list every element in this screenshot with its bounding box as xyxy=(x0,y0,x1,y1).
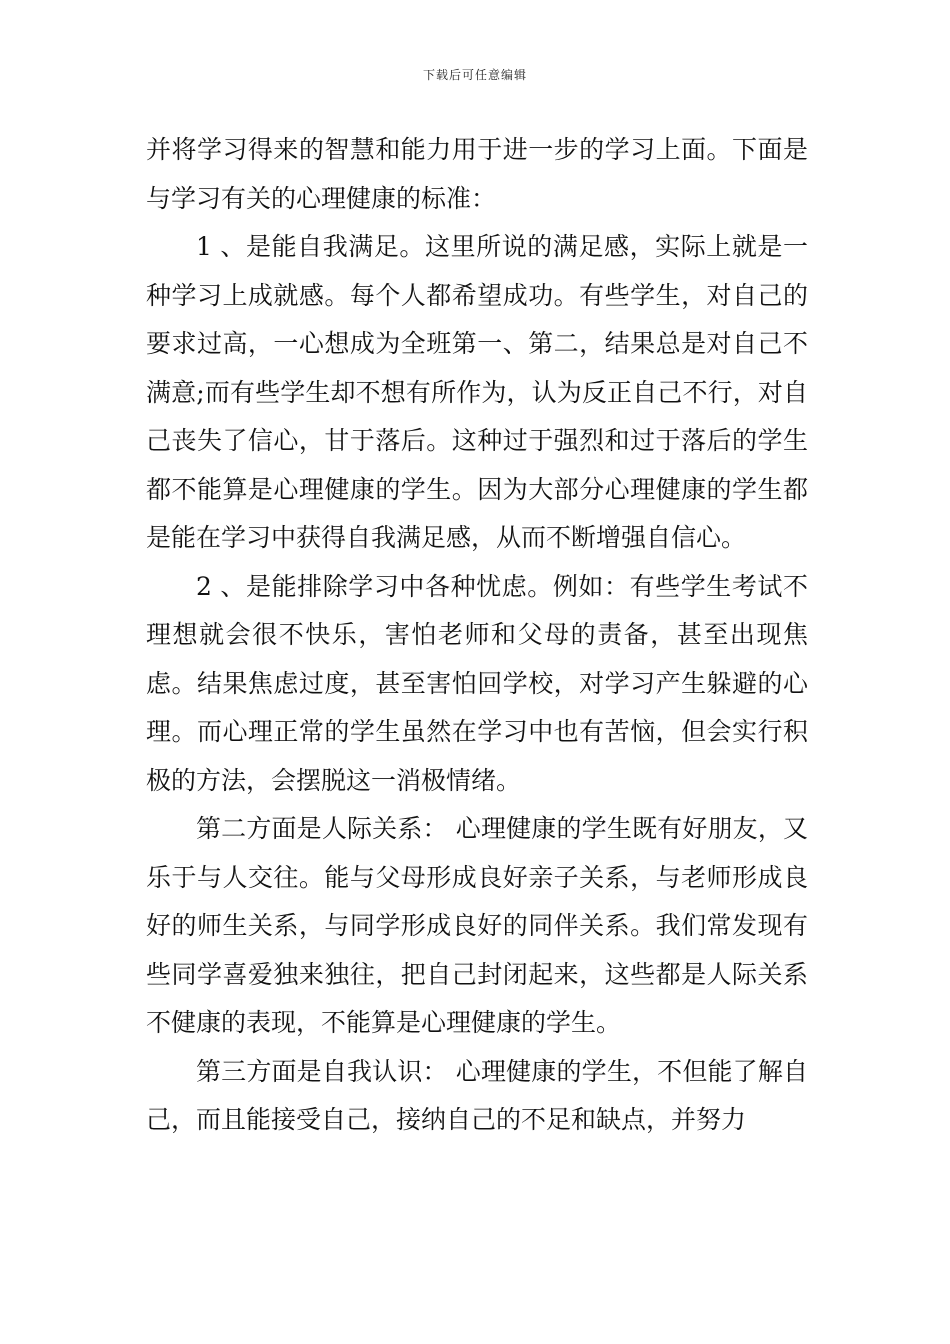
paragraph-interpersonal: 第二方面是人际关系： 心理健康的学生既有好朋友，又乐于与人交往。能与父母形成良好亲子关系，与老师形成良好的师生关系，与同学形成良好的同伴关系。我们常发现有些同学喜爱独来独往，把自己封闭起来，这些都是人际关系不健康的表现，不能算是心理健康的学生。 xyxy=(146,814,808,1037)
document-body xyxy=(146,126,808,1145)
paragraph-self-awareness: 第三方面是自我认识： 心理健康的学生，不但能了解自己，而且能接受自己，接纳自己的不足和缺点，并努力 xyxy=(146,1056,808,1134)
paragraph-continuation: 并将学习得来的智慧和能力用于进一步的学习上面。下面是与学习有关的心理健康的标准： xyxy=(146,135,808,213)
paragraph-point-1: 1 、是能自我满足。这里所说的满足感，实际上就是一种学习上成就感。每个人都希望成功。有些学生，对自己的要求过高，一心想成为全班第一、第二，结果总是对自己不满意;而有些学生却不想有所作为，认为反正自己不行，对自己丧失了信心，甘于落后。这种过于强烈和过于落后的学生都不能算是心理健康的学生。因为大部分心理健康的学生都是能在学习中获得自我满足感，从而不断增强自信心。 xyxy=(146,232,808,552)
page-header: 下载后可任意编辑 xyxy=(422,68,527,82)
paragraph-point-2: 2 、是能排除学习中各种忧虑。例如：有些学生考试不理想就会很不快乐，害怕老师和父母的责备，甚至出现焦虑。结果焦虑过度，甚至害怕回学校，对学习产生躲避的心理。而心理正常的学生虽然在学习中也有苦恼，但会实行积极的方法，会摆脱这一消极情绪。 xyxy=(146,571,808,795)
